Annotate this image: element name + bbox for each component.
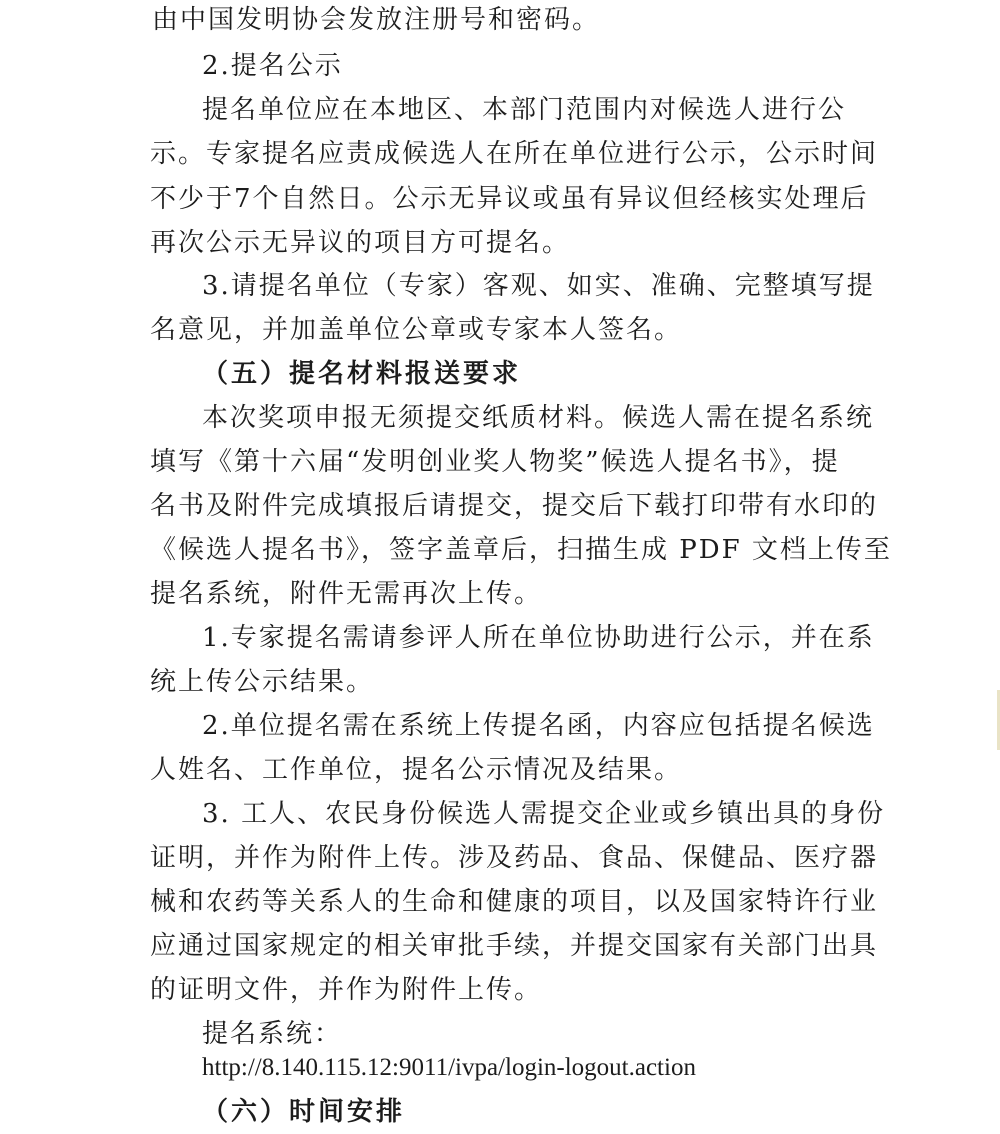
subsection-heading: 2.提名公示 — [202, 51, 343, 81]
section-heading: （六）时间安排 — [202, 1097, 406, 1127]
paragraph-line: 提名单位应在本地区、本部门范围内对候选人进行公 — [202, 95, 847, 125]
paragraph-line: 《候选人提名书》，签字盖章后，扫描生成 PDF 文档上传至 — [150, 535, 892, 565]
system-label: 提名系统： — [202, 1019, 343, 1049]
paragraph-line: 人姓名、工作单位，提名公示情况及结果。 — [150, 755, 683, 785]
paragraph-line: 示。专家提名应责成候选人在所在单位进行公示，公示时间 — [150, 139, 879, 169]
paragraph-line: 本次奖项申报无须提交纸质材料。候选人需在提名系统 — [202, 403, 875, 433]
paragraph-line: 3. 工人、农民身份候选人需提交企业或乡镇出具的身份 — [202, 799, 886, 829]
paragraph-line: 再次公示无异议的项目方可提名。 — [150, 228, 571, 258]
paragraph-line: 械和农药等关系人的生命和健康的项目，以及国家特许行业 — [150, 887, 879, 917]
section-heading: （五）提名材料报送要求 — [202, 359, 522, 389]
paragraph-line: 应通过国家规定的相关审批手续，并提交国家有关部门出具 — [150, 931, 879, 961]
paragraph-line: 统上传公示结果。 — [150, 667, 375, 697]
system-url-link[interactable]: http://8.140.115.12:9011/ivpa/login-logout.action — [202, 1054, 696, 1081]
paragraph-line: 不少于7个自然日。公示无异议或虽有异议但经核实处理后 — [150, 184, 869, 214]
paragraph-line: 3.请提名单位（专家）客观、如实、准确、完整填写提 — [202, 271, 875, 301]
paragraph-line: 的证明文件，并作为附件上传。 — [150, 975, 543, 1005]
paragraph-line: 证明，并作为附件上传。涉及药品、食品、保健品、医疗器 — [150, 843, 879, 873]
paragraph-line: 2.单位提名需在系统上传提名函，内容应包括提名候选 — [202, 711, 875, 741]
paragraph-line: 1.专家提名需请参评人所在单位协助进行公示，并在系 — [202, 623, 875, 653]
paragraph-line: 名书及附件完成填报后请提交，提交后下载打印带有水印的 — [150, 491, 879, 521]
paragraph-line: 填写《第十六届“发明创业奖人物奖”候选人提名书》，提 — [150, 447, 840, 477]
paragraph-line: 由中国发明协会发放注册号和密码。 — [152, 5, 601, 35]
paragraph-line: 提名系统，附件无需再次上传。 — [150, 579, 543, 609]
paragraph-line: 名意见，并加盖单位公章或专家本人签名。 — [150, 315, 683, 345]
